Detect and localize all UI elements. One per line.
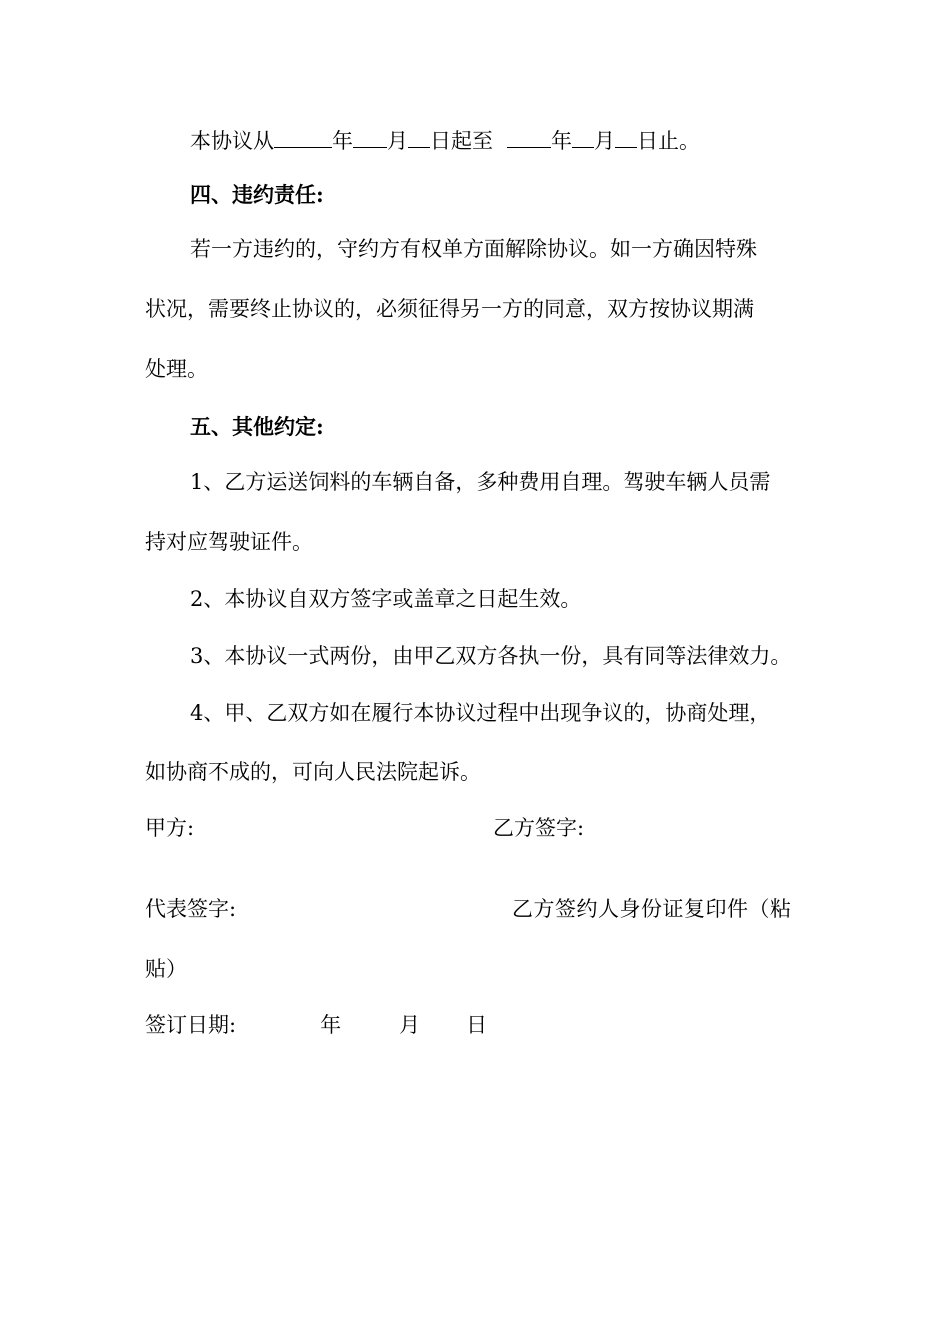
party-b-id-copy-label-line-1: 乙方签约人身份证复印件（粘: [512, 897, 792, 921]
section-5-heading: 五、其他约定:: [190, 414, 324, 439]
party-b-id-copy-label-line-2: 贴）: [145, 957, 187, 981]
representative-signature-label: 代表签字:: [145, 897, 237, 921]
term-day-from: 日起至: [430, 129, 493, 153]
section-5-item-1-line-2: 持对应驾驶证件。: [145, 530, 313, 554]
blank-end-day: [615, 127, 637, 148]
section-5-item-3: 3、本协议一式两份，由甲乙双方各执一份，具有同等法律效力。: [190, 644, 792, 668]
section-4-paragraph-line-2: 状况，需要终止协议的，必须征得另一方的同意，双方按协议期满: [145, 297, 754, 321]
term-month-1: 月: [387, 129, 408, 153]
section-5-item-2: 2、本协议自双方签字或盖章之日起生效。: [190, 587, 582, 611]
party-b-signature-label: 乙方签字:: [493, 816, 585, 840]
blank-end-year: [507, 127, 551, 148]
section-5-item-4-line-2: 如协商不成的，可向人民法院起诉。: [145, 760, 481, 784]
section-4-paragraph-line-1: 若一方违约的，守约方有权单方面解除协议。如一方确因特殊: [190, 237, 757, 261]
blank-end-month: [572, 127, 594, 148]
signing-date-label: 签订日期:: [145, 1013, 237, 1037]
section-4-paragraph-line-3: 处理。: [145, 357, 208, 381]
signing-date-row: [145, 1015, 487, 1036]
blank-start-month: [353, 127, 387, 148]
term-prefix: 本协议从: [190, 129, 274, 153]
section-5-item-1-line-1: 1、乙方运送饲料的车辆自备，多种费用自理。驾驶车辆人员需: [190, 470, 771, 494]
section-4-heading: 四、违约责任:: [190, 182, 324, 207]
agreement-term-line: [190, 127, 700, 152]
signing-date-year: 年: [320, 1013, 342, 1037]
blank-start-day: [408, 127, 430, 148]
signing-date-month: 月: [399, 1013, 421, 1037]
signing-date-day: 日: [466, 1013, 488, 1037]
term-day-to: 日止。: [637, 129, 700, 153]
section-5-item-4-line-1: 4、甲、乙双方如在履行本协议过程中出现争议的，协商处理，: [190, 701, 771, 725]
term-year-1: 年: [332, 129, 353, 153]
blank-start-year: [274, 127, 332, 148]
party-a-label: 甲方:: [145, 816, 195, 840]
term-month-2: 月: [594, 129, 615, 153]
term-year-2: 年: [551, 129, 572, 153]
